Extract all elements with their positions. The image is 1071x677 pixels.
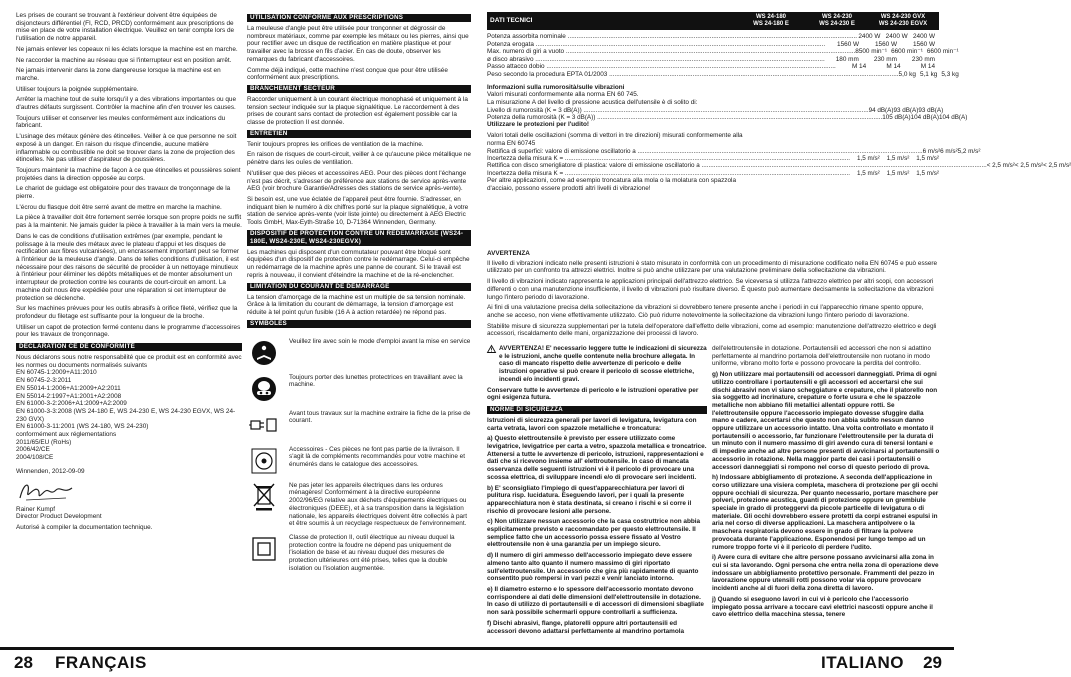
measure-row <box>487 162 1071 170</box>
general-warning: AVVERTENZA! E' necessario leggere tutte le indicazioni di sicurezza e le istruzioni, anche quelle contenute nella brochure allegata. In caso di mancato rispetto delle avvertenze di pericolo e delle istruzioni operative si può creare il pericolo di scosse elettriche, incendi e/o incidenti gravi. <box>499 345 707 383</box>
unplug-icon <box>247 410 281 440</box>
measure-label: Potenza della rumorosità (K = 3 dB(A)) ................................................................................................................................................................... <box>487 114 883 122</box>
weee-bin-icon <box>247 482 281 512</box>
measure-value: 1,5 m/s² <box>916 169 940 177</box>
measure-label: Livello di rumorosità (K = 3 dB(A)) ................................................................................................................................................................... <box>487 106 869 114</box>
measure-value: 105 dB(A) <box>882 114 911 122</box>
right-column-1 <box>487 345 707 642</box>
conformity-line: 2011/65/EU (RoHs) <box>16 438 72 446</box>
paragraph: La tension d'amorçage de la machine est un multiple de sa tension nominale. Grâce à la limitation du courant de démarrage, la tension d'amorçage est réduite à tel point qu'un fusible (16 A à action retardée) ne répond pas. <box>247 293 466 316</box>
spec-value: 5,0 kg <box>898 70 916 78</box>
paragraph: Comme déjà indiqué, cette machine n'est conçue que pour être utilisée conformément aux prescriptions. <box>247 66 448 82</box>
model-name-e: WS 24-230 EGVX <box>878 21 928 27</box>
measure-value: 93 dB(A) <box>893 106 919 114</box>
measure-value: < 2,5 m/s² <box>1043 162 1071 170</box>
spec-label: Peso secondo la procedura EPTA 01/2003 ................................................................................................................................................................... <box>487 70 899 78</box>
safety-rule: a) Questo elettroutensile è previsto per essere utilizzato come levigatrice, levigatrice per carta a vetro, spazzola metallica e troncatrice. Attenersi a tutte le avvertenze di pericolo, istruzioni, rappresentazioni e dati che si ricevono insieme all' elettroutensile. In caso di mancata osservanza delle seguenti istruzioni vi è il pericolo di provocare una scossa elettrica, di sviluppare incendi e/o di provocare seri incidenti. <box>487 435 707 481</box>
model-name-e: WS 24-180 E <box>753 21 789 27</box>
symbol-text: Veuillez lire avec soin le mode d'emploi avant la mise en service <box>289 337 471 345</box>
measure-value: 104 dB(A) <box>938 114 968 122</box>
noise-title: Informazioni sulla rumorosità/sulle vibrazioni <box>487 83 625 91</box>
spec-value: 230 mm <box>873 55 897 63</box>
paragraph: Ne jamais intervenir dans la zone dangereuse lorsque la machine est en marche. <box>16 67 221 82</box>
spec-label-text: Max. numero di giri a vuoto <box>487 48 565 56</box>
conformity-line: EN 61000-3-2:2006+A1:2009+A2:2009 <box>16 400 127 408</box>
symbol-text: Avant tous travaux sur la machine extraire la fiche de la prise de courant. <box>289 409 471 425</box>
page-number-right: 29 <box>923 653 942 672</box>
spec-row <box>487 41 939 49</box>
ear-protection-note: Utilizzare le protezioni per l'udito! <box>487 121 590 129</box>
symbol-row <box>247 338 471 368</box>
spec-value: 2400 W <box>885 33 908 40</box>
spec-row <box>487 70 959 79</box>
safety-rule: Istruzioni di sicurezza generali per lavori di levigatura, levigatura con carta vetrata, lavori con spazzole metalliche e troncatura: <box>487 416 697 432</box>
spec-label-text: Passo attacco dobio <box>487 63 545 71</box>
model-column-header <box>870 14 936 28</box>
paragraph: Arrêter la machine tout de suite lorsqu'il y a des vibrations importantes ou que d'autres défauts surgissent. Contrôler la machine afin d'en trouver les causes. <box>16 96 237 112</box>
page-left <box>0 0 477 677</box>
conformity-line: EN 60745-1:2009+A11:2010 <box>16 369 97 377</box>
symbol-text: Accessoires - Ces pièces ne font pas partie de la livraison. Il s'agit là de compléments recommandés pour votre machine et énumérés dans le catalogue des accessoires. <box>289 445 465 469</box>
spec-label: Potenza erogata ................................................................................................................................................................... <box>487 40 826 48</box>
page-right <box>477 0 1071 677</box>
specs-table <box>487 33 959 79</box>
paragraph: Stabilite misure di sicurezza supplementari per la tutela dell'operatore dall'effetto delle vibrazioni, come ad esempio: manutenzione dell'attrezzo elettrico e degli accessori, riscaldamento delle mani, organizzazione dei processi di lavoro. <box>487 322 937 338</box>
model-name: WS 24-230 <box>821 14 852 20</box>
safety-rule: g) Non utilizzare mai portautensili od accessori danneggiati. Prima di ogni utilizzo controllare i portautensili e gli accessori ed accertarsi che sui dischi abrasivi non vi siano scheggiature e crepature, che il platorello non sia soggetto ad incrinature, crepature o forte usura e che le spazzole metalliche non abbiano fili metallici allentati oppure rotti. Se l'elettroutensile oppure l'accessorio impiegato dovesse sfuggire dalla mano e cadere, accertarsi che questo non abbia subito nessun danno oppure utilizzare un accessorio intatto. Una volta controllato e montato il portautensili o accessorio, far funzionare l'elettroutensile per la durata di un minuto con il numero massimo di giri avendo cura di tenersi lontani e di impedire anche ad altre persone presenti di avvicinarsi al portautensili o accessorio in rotazione. Nella maggior parte dei casi i portautensili o accessori danneggiati si rompono nel corso di questo periodo di prova. <box>712 371 940 471</box>
measure-label-text: Potenza della rumorosità (K = 3 dB(A)) <box>487 114 596 122</box>
section-header: ENTRETIEN <box>247 130 471 138</box>
symbols-list <box>247 338 471 573</box>
paragraph: N'utiliser que des pièces et accessoires AEG. Pour des pièces dont l'échange n'est pas décrit, s'adresser de préférence aux stations de service après-vente AEG (voir brochure Garantie/Adresses des stations de service après-vente). <box>247 169 467 193</box>
safety-goggles-icon <box>247 374 281 404</box>
measure-row <box>487 114 968 122</box>
place-date: Winnenden, 2012-09-09 <box>16 467 85 475</box>
avvertenza-title: AVVERTENZA <box>487 250 530 257</box>
spec-value: 230 mm <box>911 55 935 63</box>
model-name-e: WS 24-230 E <box>819 21 855 27</box>
measure-value: 94 dB(A) <box>868 106 894 114</box>
safety-rule: f) Dischi abrasivi, flange, platorelli oppure altri portautensili ed accessori devono adattarsi perfettamente al mandrino portamola <box>487 619 685 635</box>
measure-value: < 2,5 m/s² <box>1014 162 1044 170</box>
safety-rule: e) Il diametro esterno e lo spessore dell'accessorio montato devono corrispondere ai dati delle dimensioni dell'elettroutensile in dotazione. In caso di utilizzo di portautensili e di accessori di dimensioni sbagliate non sarà possibile schermarli oppure controllarli a sufficienza. <box>487 585 704 617</box>
measure-row <box>487 106 944 114</box>
measure-value: 6 m/s² <box>940 147 958 155</box>
spec-label: Max. numero di giri a vuoto ................................................................................................................................................................... <box>487 48 856 56</box>
paragraph: L'usinage des métaux génère des étincelles. Veiller à ce que personne ne soit exposé à un danger. En raison du risque d'incendie, aucune matière inflammable ou combustible ne doit se trouver dans la zone de projection des étincelles. Ne pas utiliser d'aspirateur de poussières. <box>16 133 237 164</box>
conformity-line: Nous déclarons sous notre responsabilité que ce produit est en conformité avec les normes ou documents normalisés suivants <box>16 354 242 369</box>
spec-value: 1560 W <box>837 40 860 48</box>
paragraph: Ne jamais enlever les copeaux ni les éclats lorsque la machine est en marche. <box>16 45 238 53</box>
measure-value: < 2,5 m/s² <box>986 162 1015 170</box>
measure-value: 93 dB(A) <box>918 106 944 114</box>
protection-class-ii-icon <box>247 534 281 564</box>
spec-value: 1560 W <box>912 40 935 48</box>
right-footer <box>477 647 954 677</box>
measure-value: 104 dB(A) <box>910 114 939 122</box>
paragraph: Utiliser un capot de protection fermé contenu dans le programme d'accessoires pour les travaux de tronçonnage. <box>16 323 241 339</box>
specs-title: DATI TECNICI <box>490 17 533 24</box>
measure-value: 1,5 m/s² <box>856 169 880 177</box>
paragraph: Utiliser toujours la poignée supplémentaire. <box>16 85 139 93</box>
spec-label: ø disco abrasivo ................................................................................................................................................................... <box>487 55 825 63</box>
spec-value: 1560 W <box>875 40 898 48</box>
safety-rule: j) Quando si eseguono lavori in cui vi è pericolo che l'accessorio impiegato possa arrivare a toccare cavi elettrici nascosti oppure anche il cavo elettrico della macchina stessa, tenere <box>712 595 933 619</box>
vibration-outro: Per altre applicazioni, come ad esempio troncatura alla mola o la molatura con spazzola d'acciaio, possono essere prodotti altri livelli di vibrazione! <box>487 177 737 192</box>
paragraph: La pièce à travailler doit être fortement serrée lorsque son propre poids ne suffit pas à la maintenir. Ne jamais guider la pièce à travailler à la main vers la meule. <box>16 214 242 230</box>
spec-label-text: Potenza erogata <box>487 40 534 48</box>
measure-value: 1,5 m/s² <box>916 155 940 162</box>
noise-intro: Valori misurati conformemente alla norma EN 60 745. La misurazione A del livello di pressione acustica dell'utensile è di solito di: <box>487 91 698 106</box>
spec-row <box>487 56 939 64</box>
paragraph: L'écrou du flasque doit être serré avant de mettre en marche la machine. <box>16 203 222 211</box>
conformity-line: EN 55014-1:2006+A1:2009+A2:2011 <box>16 384 121 392</box>
measure-label: Rettifica di superfici: valore di emissione oscillatorio a ................................................................................................................................................................... <box>487 147 923 155</box>
symbol-row <box>247 374 471 404</box>
spec-row <box>487 33 939 41</box>
spec-value: 180 mm <box>835 55 859 63</box>
specs-block <box>487 12 1071 248</box>
safety-rules-1 <box>487 417 707 635</box>
noise-table <box>487 106 968 122</box>
signature-image <box>16 478 76 504</box>
paragraph: Il livello di vibrazioni indicato rappresenta le applicazioni principali dell'attrezzo elettrico. Se viceversa si utilizza l'attrezzo elettrico per altri scopi, con accessori differenti o con una manutenzione insufficiente, il livello di vibrazioni può risultare diverso. È questo può aumentare decisamente la sollecitazione da vibrazioni lungo l'intero periodo di lavorazione. <box>487 278 934 301</box>
symbol-row <box>247 534 471 573</box>
spec-value: 5,1 kg <box>919 70 938 78</box>
section-header: DISPOSITIF DE PROTECTION CONTRE UN REDEMARRAGE (WS24-180E, WS24-230E, WS24-230EGVX) <box>247 230 471 246</box>
signer-authorization: Autorisé à compiler la documentation technique. <box>16 523 153 531</box>
conformity-line: conformément aux réglementations <box>16 431 117 439</box>
left-sections <box>247 14 471 317</box>
conformity-line: EN 55014-2:1997+A1:2001+A2:2008 <box>16 392 122 400</box>
conformity-line: EN 61000-3-3:2008 (WS 24-180 E, WS 24-230 E, WS 24-230 EGVX, WS 24-230 GVX) <box>16 407 236 423</box>
paragraph: Le chariot de guidage est obligatoire pour des travaux de tronçonnage de la pierre. <box>16 185 231 201</box>
symbols-header: SYMBOLES <box>247 320 471 328</box>
safety-rule: h) Indossare abbigliamento di protezione. A seconda dell'applicazione in corso utilizzare una visiera completa, maschera di protezione per gli occhi oppure occhiali di sicurezza. Per quanto necessario, portare maschere per polveri, protezione acustica, guanti di protezione oppure un grembiule speciale in grado di proteggervi da piccole particelle di levigatura o di materiale. Gli occhi dovrebbero essere protetti da corpi estranei espulsi in aria nel corso di diverse applicazioni. La maschera antipolvere o la maschera respiratoria devono essere in grado di filtrare la polvere provocata durante l'applicazione. Esponendosi per lungo tempo ad un rumore troppo forte vi è il pericolo di perdere l'udito. <box>712 474 939 551</box>
paragraph: Si besoin est, une vue éclatée de l'appareil peut être fournie. S'adresser, en indiquant bien le numéro à dix chiffres porté sur la plaque signalétique, à votre station de service après-vente (voir liste jointe) ou directement à AEG Electric Tools GmbH, Max-Eyth-Straße 10, D-71364 Winnenden, Germany. <box>247 195 469 227</box>
language-right: ITALIANO <box>820 653 904 672</box>
measure-label-text: Rettifica con disco smerigliatore di plastica: valore di emissione oscillatorio a <box>487 162 700 170</box>
measure-value: 1,5 m/s² <box>856 155 880 162</box>
right-column-2 <box>712 345 940 642</box>
safety-rule: d) Il numero di giri ammesso dell'accessorio impiegato deve essere almeno tanto alto quanto il numero massimo di giri riportato sull'elettroutensile. Un accessorio che gira più rapidamente di quanto consentito può rompersi in vari pezzi e venir lanciato intorno. <box>487 552 699 583</box>
symbol-text: Classe de protection II, outil électrique au niveau duquel la protection contre la foudre ne dépend pas uniquement de l'isolation de base et au niveau duquel des mesures de protection ultérieures ont été prises, telles que la double isolation ou l'isolation augmentée. <box>289 533 455 572</box>
avvertenza-paragraphs <box>487 260 939 338</box>
symbol-text: Toujours porter des lunettes protectrices en travaillant avec la machine. <box>289 373 463 389</box>
conformity-line: EN 60745-2-3:2011 <box>16 377 72 385</box>
paragraph: Les prises de courant se trouvant à l'extérieur doivent être équipées de disjoncteurs différentiel (FI, RCD, PRCD) conformément aux prescriptions de mise en place de votre installation électrique. Veuillez en tenir compte lors de l'utilisation de notre appareil. <box>16 12 235 43</box>
spec-value: 5,3 kg <box>941 70 959 78</box>
spec-value: 2400 W <box>858 33 881 40</box>
measure-label-text: Rettifica di superfici: valore di emissione oscillatorio a <box>487 147 636 155</box>
measure-label-text: Livello di rumorosità (K = 3 dB(A)) <box>487 106 582 114</box>
measure-value: 1,5 m/s² <box>886 155 910 162</box>
measure-row <box>487 170 939 177</box>
measure-row <box>487 155 939 162</box>
model-name: WS 24-180 <box>755 14 786 20</box>
signer-name: Rainer Kumpf <box>16 505 56 513</box>
spec-label: Passo attacco dobio ................................................................................................................................................................... <box>487 63 836 71</box>
signer-title: Director Product Development <box>16 513 102 521</box>
safety-rule: b) E' sconsigliato l'impiego di quest'apparecchiatura per lavori di pulitura risp. lucidatura. Eseguendo lavori, per i quali la presente apparecchiatura non è stata destinata, si creano i rischi e si corre il rischio di provocare lesioni alle persone. <box>487 484 692 515</box>
spec-label-text: ø disco abrasivo <box>487 55 534 63</box>
measure-label: Incertezza della misura K = ................................................................................................................................................................... <box>487 169 851 177</box>
specs-header <box>487 12 939 30</box>
safety-header: NORME DI SICUREZZA <box>487 406 707 414</box>
measure-row <box>487 147 981 155</box>
accessory-disc-icon <box>247 446 281 476</box>
section-header: LIMITATION DU COURANT DE DÉMARRAGE <box>247 283 471 291</box>
measure-value: 5,2 m/s² <box>957 147 981 155</box>
model-column-header <box>738 14 804 28</box>
spec-label-text: Peso secondo la procedura EPTA 01/2003 <box>487 70 608 78</box>
left-column-2 <box>247 12 471 642</box>
spec-value: M 14 <box>851 63 867 71</box>
spec-row <box>487 48 959 56</box>
warning-keep: Conservare tutte le avvertenze di pericolo e le istruzioni operative per ogni esigenza futura. <box>487 386 699 402</box>
paragraph: Raccorder uniquement à un courant électrique monophasé et uniquement à la tension secteur indiquée sur la plaque signalétique. Le raccordement à des prises de courant sans contact de protection est également possible car la classe de protection II est donnée. <box>247 95 468 127</box>
measure-value: 1,5 m/s² <box>886 169 910 177</box>
spec-value: M 14 <box>920 63 936 71</box>
avvertenza-block <box>487 250 939 340</box>
spec-row <box>487 63 939 71</box>
conformity-line: 2004/108/CE <box>16 454 54 462</box>
conformity-line: EN 61000-3-11:2001 (WS 24-180, WS 24-230) <box>16 423 149 431</box>
safety-rule: dell'elettroutensile in dotazione. Portautensili ed accessori che non si adattino perfettamente al mandrino portamola dell'elettroutensile non ruotano in modo uniforme, vibrano molto forte e possono provocare la perdita del controllo. <box>712 345 931 368</box>
spec-label-text: Potenza assorbita nominale <box>487 33 566 40</box>
vibration-table <box>487 147 1071 178</box>
paragraph: Toujours maintenir la machine de façon à ce que étincelles et poussières soient projetées dans la direction opposée au corps. <box>16 166 241 182</box>
symbol-row <box>247 446 471 476</box>
symbol-row <box>247 482 471 528</box>
measure-value: 6 m/s² <box>922 147 941 155</box>
paragraph: Toujours utiliser et conserver les meules conformément aux indications du fabricant. <box>16 114 226 130</box>
model-name: WS 24-230 GVX <box>880 14 926 20</box>
conformity-header: DECLARATION CE DE CONFORMITÉ <box>16 343 242 351</box>
measure-label: Incertezza della misura K = ................................................................................................................................................................... <box>487 155 851 162</box>
paragraph: Il livello di vibrazioni indicato nelle presenti istruzioni è stato misurato in conformità con un procedimento di misurazione codificato nella EN 60745 e può essere utilizzato per un confronto tra attrezzi elettrici. Inoltre si può anche utilizzare per una valutazione preliminare della sollecitazione da vibrazioni. <box>487 259 938 275</box>
left-column-1 <box>16 12 242 612</box>
symbol-row <box>247 410 471 440</box>
paragraph: Ai fini di una valutazione precisa della sollecitazione da vibrazioni si dovrebbero tenere presente anche i periodi in cui l'apparecchio rimane spento oppure, anche se acceso, non viene effettivamente utilizzato. Ciò può ridurre notevolmente la sollecitazione da vibrazioni lungo l'intero periodo di lavorazione. <box>487 304 924 319</box>
measure-label: Rettifica con disco smerigliatore di plastica: valore di emissione oscillatorio a ................................................................................................................................................................... <box>487 162 987 170</box>
paragraph: La meuleuse d'angle peut être utilisée pour tronçonner et dégrossir de nombreux matériaux, comme par exemple les métaux ou les pierres, ainsi que pour rectifier avec un disque de rectification en matière plastique et pour travailler avec la brosse en fils d'acier. En cas de doute, observer les remarques du fabricant d'accessoires. <box>247 25 469 63</box>
paragraph: Les machines qui disposent d'un commutateur pouvant être bloqué sont équipées d'un dispositif de protection contre le redémarrage. Celui-ci empêche un redémarrage de la machine après une panne de courant. Si le travail est repris à nouveau, il convient d'éteindre la machine et de la ré-enclencher. <box>247 248 470 279</box>
safety-rule: i) Avere cura di evitare che altre persone possano avvicinarsi alla zona in cui si sta lavorando. Ogni persona che entra nella zona di operazione deve indossare un abbigliamento protettivo personale. Frammenti del pezzo in lavorazione oppure utensili rotti possono volar via oppure provocare incidenti anche al di fuori della zona diretta di lavoro. <box>712 554 939 593</box>
page-number-left: 28 <box>14 653 33 672</box>
conformity-line: 2006/42/CE <box>16 446 50 454</box>
section-header: UTILISATION CONFORME AUX PRESCRIPTIONS <box>247 14 471 22</box>
left-footer <box>0 647 477 677</box>
spec-value: M 14 <box>886 63 901 71</box>
paragraph: Ne raccorder la machine au réseau que si l'interrupteur est en position arrêt. <box>16 56 232 64</box>
read-manual-icon <box>247 338 281 368</box>
language-left: FRANÇAIS <box>55 653 147 672</box>
spec-value: 6600 min⁻¹ <box>926 48 959 56</box>
spec-value: 8500 min⁻¹ <box>855 48 888 56</box>
vibration-intro: Valori totali delle oscillazioni (somma di vettori in tre direzioni) misurati conformemente alla norma EN 60745 <box>487 132 743 147</box>
measure-label-text: Incertezza della misura K = <box>487 169 564 177</box>
section-header: BRANCHEMENT SECTEUR <box>247 85 471 93</box>
safety-rule: c) Non utilizzare nessun accessorio che la casa costruttrice non abbia esplicitamente previsto e raccomandato per questo elettroutensile. Il semplice fatto che un accessorio possa essere fissato al Vostro elettroutensile non è una garanzia per un impiego sicuro. <box>487 518 701 549</box>
paragraph: Sur les machines prévues pour les outils abrasifs à orifice fileté, vérifiez que la profondeur du filetage est suffisante pour la longueur de la broche. <box>16 305 238 320</box>
paragraph: En raison de risques de court-circuit, veiller à ce qu'aucune pièce métallique ne pénètre dans les ouïes de ventilation. <box>247 151 471 167</box>
model-column-header <box>804 14 870 28</box>
spec-value: 2400 W <box>912 33 935 40</box>
spec-label: Potenza assorbita nominale ................................................................................................................................................................... <box>487 33 858 40</box>
symbol-text: Ne pas jeter les appareils électriques dans les ordures ménagères! Conformément à la directive européenne 2002/96/EG relative aux déchets d'équipements électriques ou électroniques (DEEE), et à sa transposition dans la législation nationale, les appareils électriques doivent être collectés à part et être soumis à un recyclage respectueux de l'environnement. <box>289 481 467 528</box>
paragraph: Dans le cas de conditions d'utilisation extrêmes (par exemple, pendant le polissage à la meule des métaux avec le plateau d'appui et les disques de rectification aux fibres vulcanisées), un encrassement important peut se former à l'intérieur de la meuleuse d'angle. Dans de telles conditions d'utilisation, il est nécessaire pour des raisons de sécurité de procéder à un nettoyage minutieux à l'intérieur pour éliminer les dépôts métalliques et de monter absolument un interrupteur de protection contre les courants de court-circuit en amont. La machine doit nous être expédiée pour une réparation si cet interrupteur de protection se déclenche. <box>16 232 240 302</box>
paragraph: Tenir toujours propres les orifices de ventilation de la machine. <box>247 140 424 148</box>
measure-label-text: Incertezza della misura K = <box>487 155 564 162</box>
spec-value: 6600 min⁻¹ <box>891 48 923 56</box>
warning-triangle-icon <box>487 345 497 384</box>
